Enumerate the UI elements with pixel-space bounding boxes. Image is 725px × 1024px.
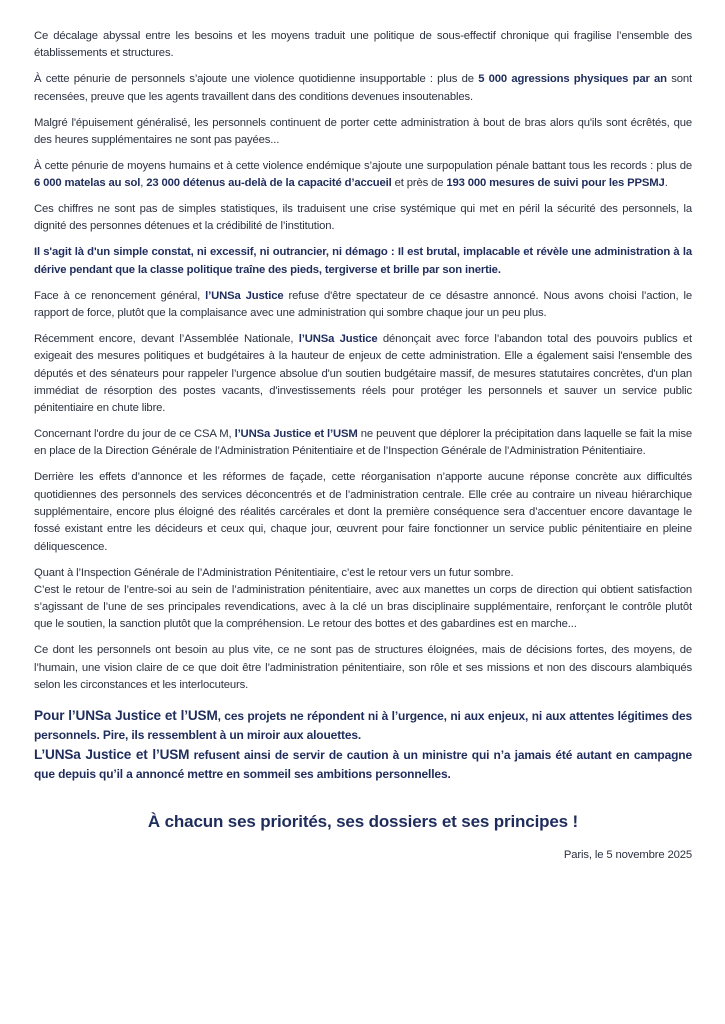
body-text: Concernant l'ordre du jour de ce CSA M, xyxy=(34,428,235,441)
emphasis-text: 23 000 détenus au-delà de la capacité d’accueil xyxy=(146,177,392,190)
emphasis-text: 6 000 matelas au sol xyxy=(34,177,141,190)
body-text: C’est le retour de l’entre-soi au sein de l’administration pénitentiaire, avec aux manettes un corps de direction qui obtient satisfaction s’agissant de l’une de ses principales revendications, avec à la clé un bras disciplinaire supplémentaire, renforçant le contrôle plutôt que le soutien, la sanction plutôt que la compréhension. Le retour des bottes et des gabardines est en marche... xyxy=(34,583,692,631)
body-paragraph xyxy=(34,469,692,555)
body-text: refuse d'être spectateur de ce désastre annoncé. Nous avons choisi l’action, le rapport de force, plutôt que la complaisance avec une administration qui sombre chaque jour un peu plus. xyxy=(34,289,692,319)
body-text: Quant à l’Inspection Générale de l’Administration Pénitentiaire, c’est le retour vers un futur sombre. xyxy=(34,566,514,579)
closing-lead: L’UNSa Justice et l’USM xyxy=(34,747,190,763)
body-paragraph xyxy=(34,288,692,323)
body-text: Récemment encore, devant l’Assemblée Nationale, xyxy=(34,332,299,345)
closing-statement xyxy=(34,706,692,784)
emphasis-text: l’UNSa Justice xyxy=(205,289,284,302)
body-paragraph xyxy=(34,71,692,106)
body-text: À cette pénurie de moyens humains et à cette violence endémique s’ajoute une surpopulation pénale battant tous les records : plus de xyxy=(34,159,692,172)
body-text: sont recensées, preuve que les agents travaillent dans des conditions devenues insoutenables. xyxy=(34,73,692,103)
body-text: Ce décalage abyssal entre les besoins et les moyens traduit une politique de sous-effectif chronique qui fragilise l’ensemble des établissements et structures. xyxy=(34,30,692,60)
emphasis-text: 193 000 mesures de suivi pour les PPSMJ xyxy=(446,177,665,190)
body-paragraph xyxy=(34,28,692,63)
body-text: ne peuvent que déplorer la précipitation dans laquelle se fait la mise en place de la Direction Générale de l’Administration Pénitentiaire et de l’Inspection Générale de l’Administration Pénitentiaire. xyxy=(34,428,692,458)
document-page xyxy=(34,28,692,865)
body-paragraph xyxy=(34,426,692,461)
body-paragraph xyxy=(34,642,692,694)
closing-text: , ces projets ne répondent ni à l’urgence, ni aux enjeux, ni aux attentes légitimes des personnels. Pire, ils ressemblent à un miroir aux alouettes. xyxy=(34,709,692,743)
emphasis-text: Il s'agit là d'un simple constat, ni excessif, ni outrancier, ni démago : Il est brutal, implacable et révèle une administration à la dérive pendant que la classe politique traîne des pieds, tergiverse et brille par son inertie. xyxy=(34,246,692,276)
emphasis-text: 5 000 agressions physiques par an xyxy=(478,73,667,86)
body-paragraph xyxy=(34,565,692,582)
slogan-heading: À chacun ses priorités, ses dossiers et ses principes ! xyxy=(147,812,579,832)
body-paragraph xyxy=(34,201,692,236)
emphasis-text: l’UNSa Justice xyxy=(298,332,378,345)
emphasis-text: l’UNSa Justice et l’USM xyxy=(234,428,358,441)
body-text: Ce dont les personnels ont besoin au plus vite, ce ne sont pas de structures éloignées, mais de décisions fortes, des moyens, de l’humain, une vision claire de ce que doit être l’administration pénitentiaire, son rôle et ses missions et non des discours alambiqués selon les circonstances et les interlocuteurs. xyxy=(34,644,692,692)
body-paragraph xyxy=(34,244,692,279)
closing-paragraph xyxy=(34,706,692,745)
body-text: Face à ce renoncement général, xyxy=(34,289,206,302)
body-paragraph xyxy=(34,331,692,417)
body-text: , xyxy=(140,177,147,190)
body-paragraph xyxy=(34,115,692,150)
body-text: et près de xyxy=(391,177,447,190)
closing-text: refusent ainsi de servir de caution à un ministre qui n’a jamais été autant en campagne que depuis qu’il a annoncé mettre en sommeil ses ambitions personnelles. xyxy=(34,748,692,782)
body-paragraph xyxy=(34,158,692,193)
body-text: Malgré l'épuisement généralisé, les personnels continuent de porter cette administration à bout de bras alors qu'ils sont écrêtés, que des heures supplémentaires ne sont pas payées... xyxy=(34,116,692,146)
document-body xyxy=(34,28,692,694)
signature-date: Paris, le 5 novembre 2025 xyxy=(563,849,692,862)
closing-paragraph xyxy=(34,745,692,784)
body-paragraph xyxy=(34,582,692,634)
body-text: . xyxy=(664,177,668,190)
closing-lead: Pour l’UNSa Justice et l’USM xyxy=(34,708,218,724)
body-text: À cette pénurie de personnels s’ajoute une violence quotidienne insupportable : plus de xyxy=(34,73,479,86)
body-text: dénonçait avec force l’abandon total des pouvoirs publics et exigeait des mesures politiques et budgétaires à la hauteur de enjeux de cette administration. Elle a également saisi l'ensemble des députés et des sénateurs pour rappeler l’urgence absolue d'un soutien budgétaire massif, de mesures statutaires concrètes, d'un plan immédiat de résorption des postes vacants, d'investissements réels pour protéger les personnels et sauver un service public pénitentiaire en chute libre. xyxy=(34,332,693,415)
body-text: Ces chiffres ne sont pas de simples statistiques, ils traduisent une crise systémique qui met en péril la sécurité des personnels, la dignité des personnes détenues et la crédibilité de l’institution. xyxy=(34,203,692,233)
body-text: Derrière les effets d’annonce et les réformes de façade, cette réorganisation n’apporte aucune réponse concrète aux difficultés quotidiennes des personnels des services déconcentrés et de l’administration centrale. Elle crée au contraire un niveau hiérarchique supplémentaire, encore plus éloigné des réalités carcérales et dont la première conséquence sera d’accentuer encore davantage le fossé existant entre les décideurs et ceux qui, chaque jour, œuvrent pour faire fonctionner un service public pénitentiaire en pleine déliquescence. xyxy=(34,471,692,553)
